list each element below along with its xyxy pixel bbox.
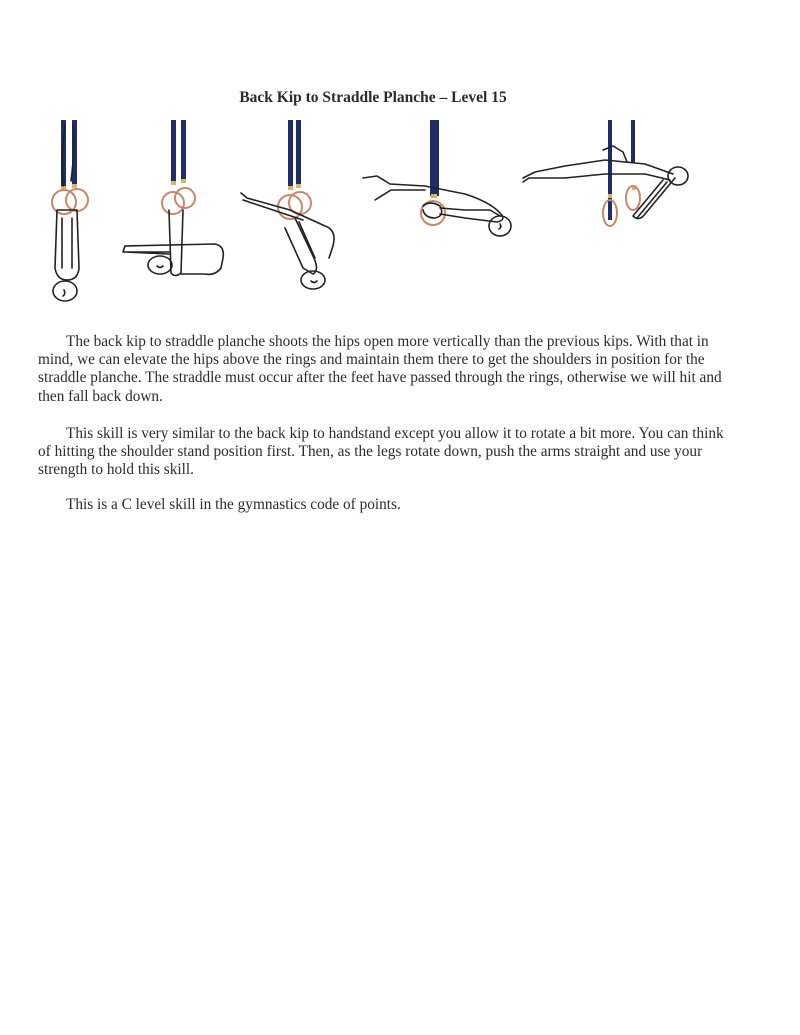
frame-5-straddle-planche [523,120,688,226]
frame-1-inverted-hang [52,120,88,301]
frame-4-straddle-pass [363,120,511,236]
frame-3-kip-extension [241,120,334,289]
paragraph-3: This is a C level skill in the gymnastics code of points. [66,496,401,513]
page-title: Back Kip to Straddle Planche – Level 15 [239,89,507,106]
paragraph-2: This skill is very similar to the back kip to handstand except you allow it to rotate a bit more. You can think of hitting the shoulder stand position first. Then, as the legs rotate down, push the arms straight and use your strength to hold this skill. [38,425,724,479]
paragraph-1: The back kip to straddle planche shoots the hips open more vertically than the previous kips. With that in mind, we can elevate the hips above the rings and maintain them there to get the shoulders in position for the straddle planche. The straddle must occur after the feet have passed through the rings, otherwise we will hit and then fall back down. [38,333,722,405]
skill-sequence-illustration [45,118,705,313]
frame-2-pike [123,120,223,276]
